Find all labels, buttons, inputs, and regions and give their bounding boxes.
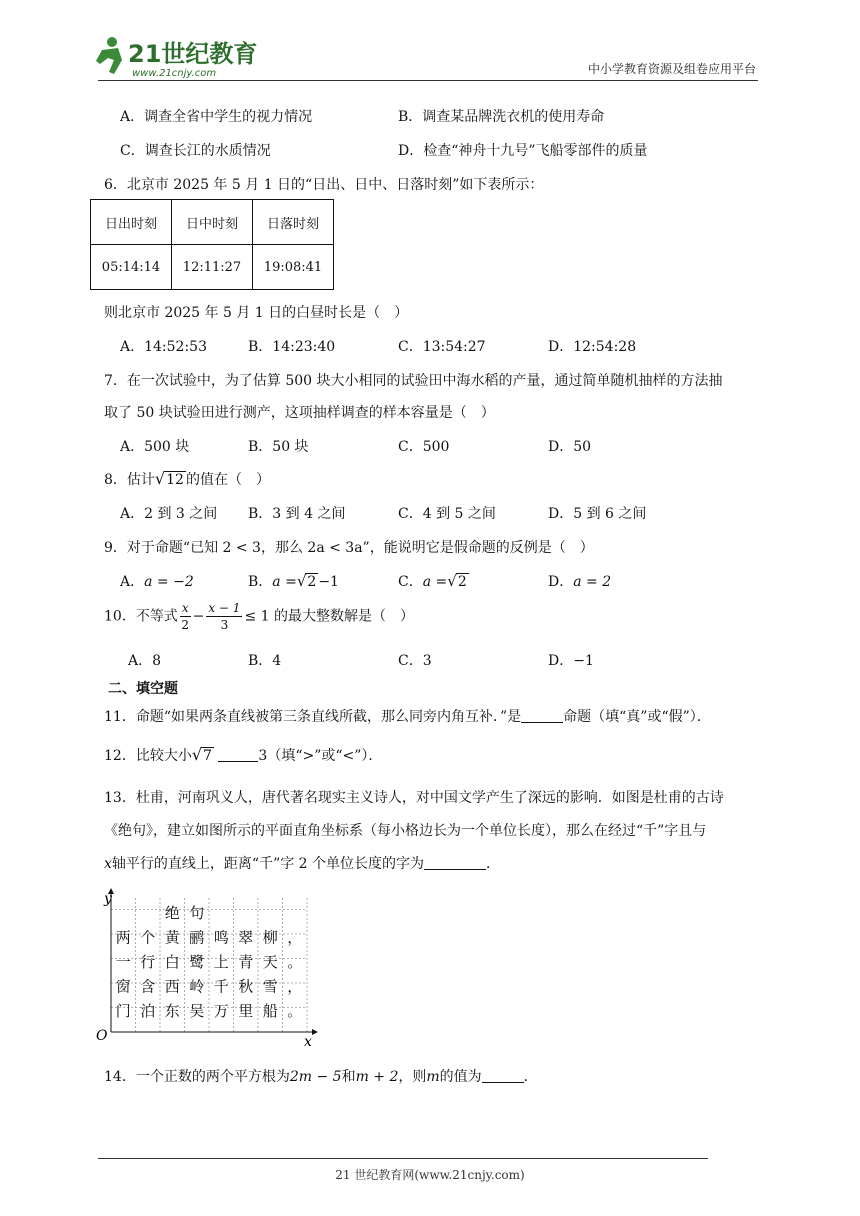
poem-char: 雪 — [262, 977, 278, 996]
poem-char: 窗 — [115, 977, 131, 996]
poem-char: 岭 — [189, 977, 205, 996]
q5-option-d: D．检查“神舟十九号”飞船零部件的质量 — [398, 143, 648, 159]
q8-option-b: B．3 到 4 之间 — [248, 506, 346, 522]
q6-option-b: B．14:23:40 — [248, 339, 336, 355]
q14-stem: 14．一个正数的两个平方根为2m − 5和m + 2，则m的值为 ． — [104, 1069, 538, 1085]
poem-char: 秋 — [238, 977, 254, 996]
poem-char: 上 — [213, 952, 229, 971]
poem-coordinate-grid — [96, 886, 326, 1048]
poem-char: 绝 — [164, 903, 180, 922]
q5-option-c: C．调查长江的水质情况 — [120, 143, 271, 159]
q6-stem: 6．北京市 2025 年 5 月 1 日的“日出、日中、日落时刻”如下表所示： — [104, 177, 544, 193]
poem-char: 千 — [213, 977, 229, 996]
q9-option-a: A．a = −2 — [120, 574, 194, 590]
q5-option-a: A．调查全省中学生的视力情况 — [120, 109, 313, 125]
footer-text: 21 世纪教育网(www.21cnjy.com) — [335, 1168, 525, 1182]
q13-line3: x轴平行的直线上，距离“千”字 2 个单位长度的字为 ． — [104, 856, 501, 872]
poem-char: 句 — [189, 903, 205, 922]
poem-char: 天 — [262, 952, 278, 971]
sun-times-table — [90, 199, 334, 290]
q6-option-c: C．13:54:27 — [398, 339, 486, 355]
poem-char: 行 — [140, 952, 156, 971]
q7-option-d: D．50 — [548, 439, 592, 455]
q10-option-a: A．8 — [128, 653, 162, 669]
q9-stem: 9．对于命题“已知 2 < 3，那么 2a < 3a”，能说明它是假命题的反例是（ ） — [104, 540, 594, 556]
poem-char: 船 — [262, 1001, 278, 1020]
poem-char: 东 — [164, 1001, 180, 1020]
site-logo — [92, 34, 262, 80]
header-rule — [98, 80, 758, 81]
fraction-x-over-2: $\frac{x}{2}$ — [181, 601, 190, 632]
poem-char: 西 — [164, 977, 180, 996]
poem-char: 两 — [115, 928, 131, 947]
q8-option-d: D．5 到 6 之间 — [548, 506, 647, 522]
q10-stem: 10．不等式 $\frac{x}{2}$ − $\frac{x - 1}{3}$ ≤ 1 的最大整数解是（ ） — [104, 601, 414, 632]
poem-char: 鹂 — [189, 928, 205, 947]
poem-char: 里 — [238, 1001, 254, 1020]
poem-char: 万 — [213, 1001, 229, 1020]
table-header-sunrise: 日出时刻 — [91, 200, 172, 245]
origin-label: O — [96, 1028, 108, 1044]
q6-option-d: D．12:54:28 — [548, 339, 637, 355]
q10-option-d: D．−1 — [548, 653, 594, 669]
q7-option-b: B．50 块 — [248, 439, 309, 455]
q7-stem-line1: 7．在一次试验中，为了估算 500 块大小相同的试验田中海水稻的产量，通过简单随机抽样的方法抽 — [104, 373, 723, 389]
q8-option-a: A．2 到 3 之间 — [120, 506, 218, 522]
table-header-noon: 日中时刻 — [172, 200, 253, 245]
table-cell-sunset: 19:08:41 — [253, 245, 334, 290]
logo-text: 21世纪教育 — [128, 40, 258, 68]
q10-option-c: C．3 — [398, 653, 432, 669]
poem-char: 个 — [140, 928, 156, 947]
q9-option-d: D．a = 2 — [548, 574, 612, 590]
poem-char: 含 — [140, 977, 156, 996]
poem-char: 泊 — [140, 1001, 156, 1020]
answer-blank[interactable] — [521, 708, 563, 723]
poem-char: 白 — [164, 952, 180, 971]
q6-option-a: A．14:52:53 — [120, 339, 207, 355]
footer-rule — [98, 1158, 708, 1159]
q13-line2: 《绝句》，建立如图所示的平面直角坐标系（每小格边长为一个单位长度），那么在经过“千”字且与 — [104, 823, 707, 839]
fraction-x-minus-1-over-3: $\frac{x - 1}{3}$ — [208, 601, 241, 632]
poem-char: 黄 — [164, 928, 180, 947]
q8-post: 的值在（ ） — [185, 472, 270, 488]
answer-blank[interactable] — [424, 855, 486, 870]
poem-char: 青 — [238, 952, 254, 971]
q6-question: 则北京市 2025 年 5 月 1 日的白昼时长是（ ） — [104, 305, 409, 321]
q7-stem-line2: 取了 50 块试验田进行测产，这项抽样调查的样本容量是（ ） — [104, 405, 495, 421]
poem-char: ， — [287, 928, 303, 947]
q9-option-b: B．a =√2 −1 — [248, 572, 339, 590]
poem-char: 。 — [287, 1001, 303, 1020]
q8-radicand: 12 — [166, 472, 184, 488]
poem-char: 翠 — [238, 928, 254, 947]
poem-char: 一 — [115, 952, 131, 971]
x-axis-label: x — [304, 1034, 312, 1050]
poem-char: 。 — [287, 952, 303, 971]
x-axis-arrow — [312, 1029, 318, 1035]
section-fill-in-title: 二、填空题 — [108, 681, 178, 697]
q9-option-c: C．a =√2 — [398, 572, 467, 590]
poem-char: 柳 — [262, 928, 278, 947]
q5-option-b: B．调查某品牌洗衣机的使用寿命 — [398, 109, 605, 125]
q10-option-b: B．4 — [248, 653, 282, 669]
q8-option-c: C．4 到 5 之间 — [398, 506, 496, 522]
poem-char: ， — [287, 977, 303, 996]
q12-stem: 12．比较大小√7 3（填“>”或“<”）． — [104, 745, 383, 764]
table-header-sunset: 日落时刻 — [253, 200, 334, 245]
answer-blank[interactable] — [218, 747, 258, 762]
poem-char: 鹭 — [189, 952, 205, 971]
poem-char: 鸣 — [213, 928, 229, 947]
q8-stem — [104, 469, 270, 489]
header-platform-text: 中小学教育资源及组卷应用平台 — [587, 62, 756, 76]
table-cell-sunrise: 05:14:14 — [91, 245, 172, 290]
q7-option-c: C．500 — [398, 439, 450, 455]
q11-stem: 11．命题“如果两条直线被第三条直线所截，那么同旁内角互补．”是 命题（填“真”或“假”）． — [104, 709, 711, 725]
y-axis-label: y — [104, 891, 112, 907]
q8-pre: 8．估计 — [104, 472, 155, 488]
q7-option-a: A．500 块 — [120, 439, 190, 455]
table-cell-noon: 12:11:27 — [172, 245, 253, 290]
poem-char: 吴 — [189, 1001, 205, 1020]
q13-line1: 13．杜甫，河南巩义人，唐代著名现实主义诗人，对中国文学产生了深远的影响．如图是杜甫的古诗 — [104, 790, 724, 806]
poem-char: 门 — [115, 1001, 131, 1020]
answer-blank[interactable] — [482, 1068, 524, 1083]
logo-url: www.21cnjy.com — [132, 68, 217, 79]
sqrt-sign: √ — [154, 469, 166, 488]
